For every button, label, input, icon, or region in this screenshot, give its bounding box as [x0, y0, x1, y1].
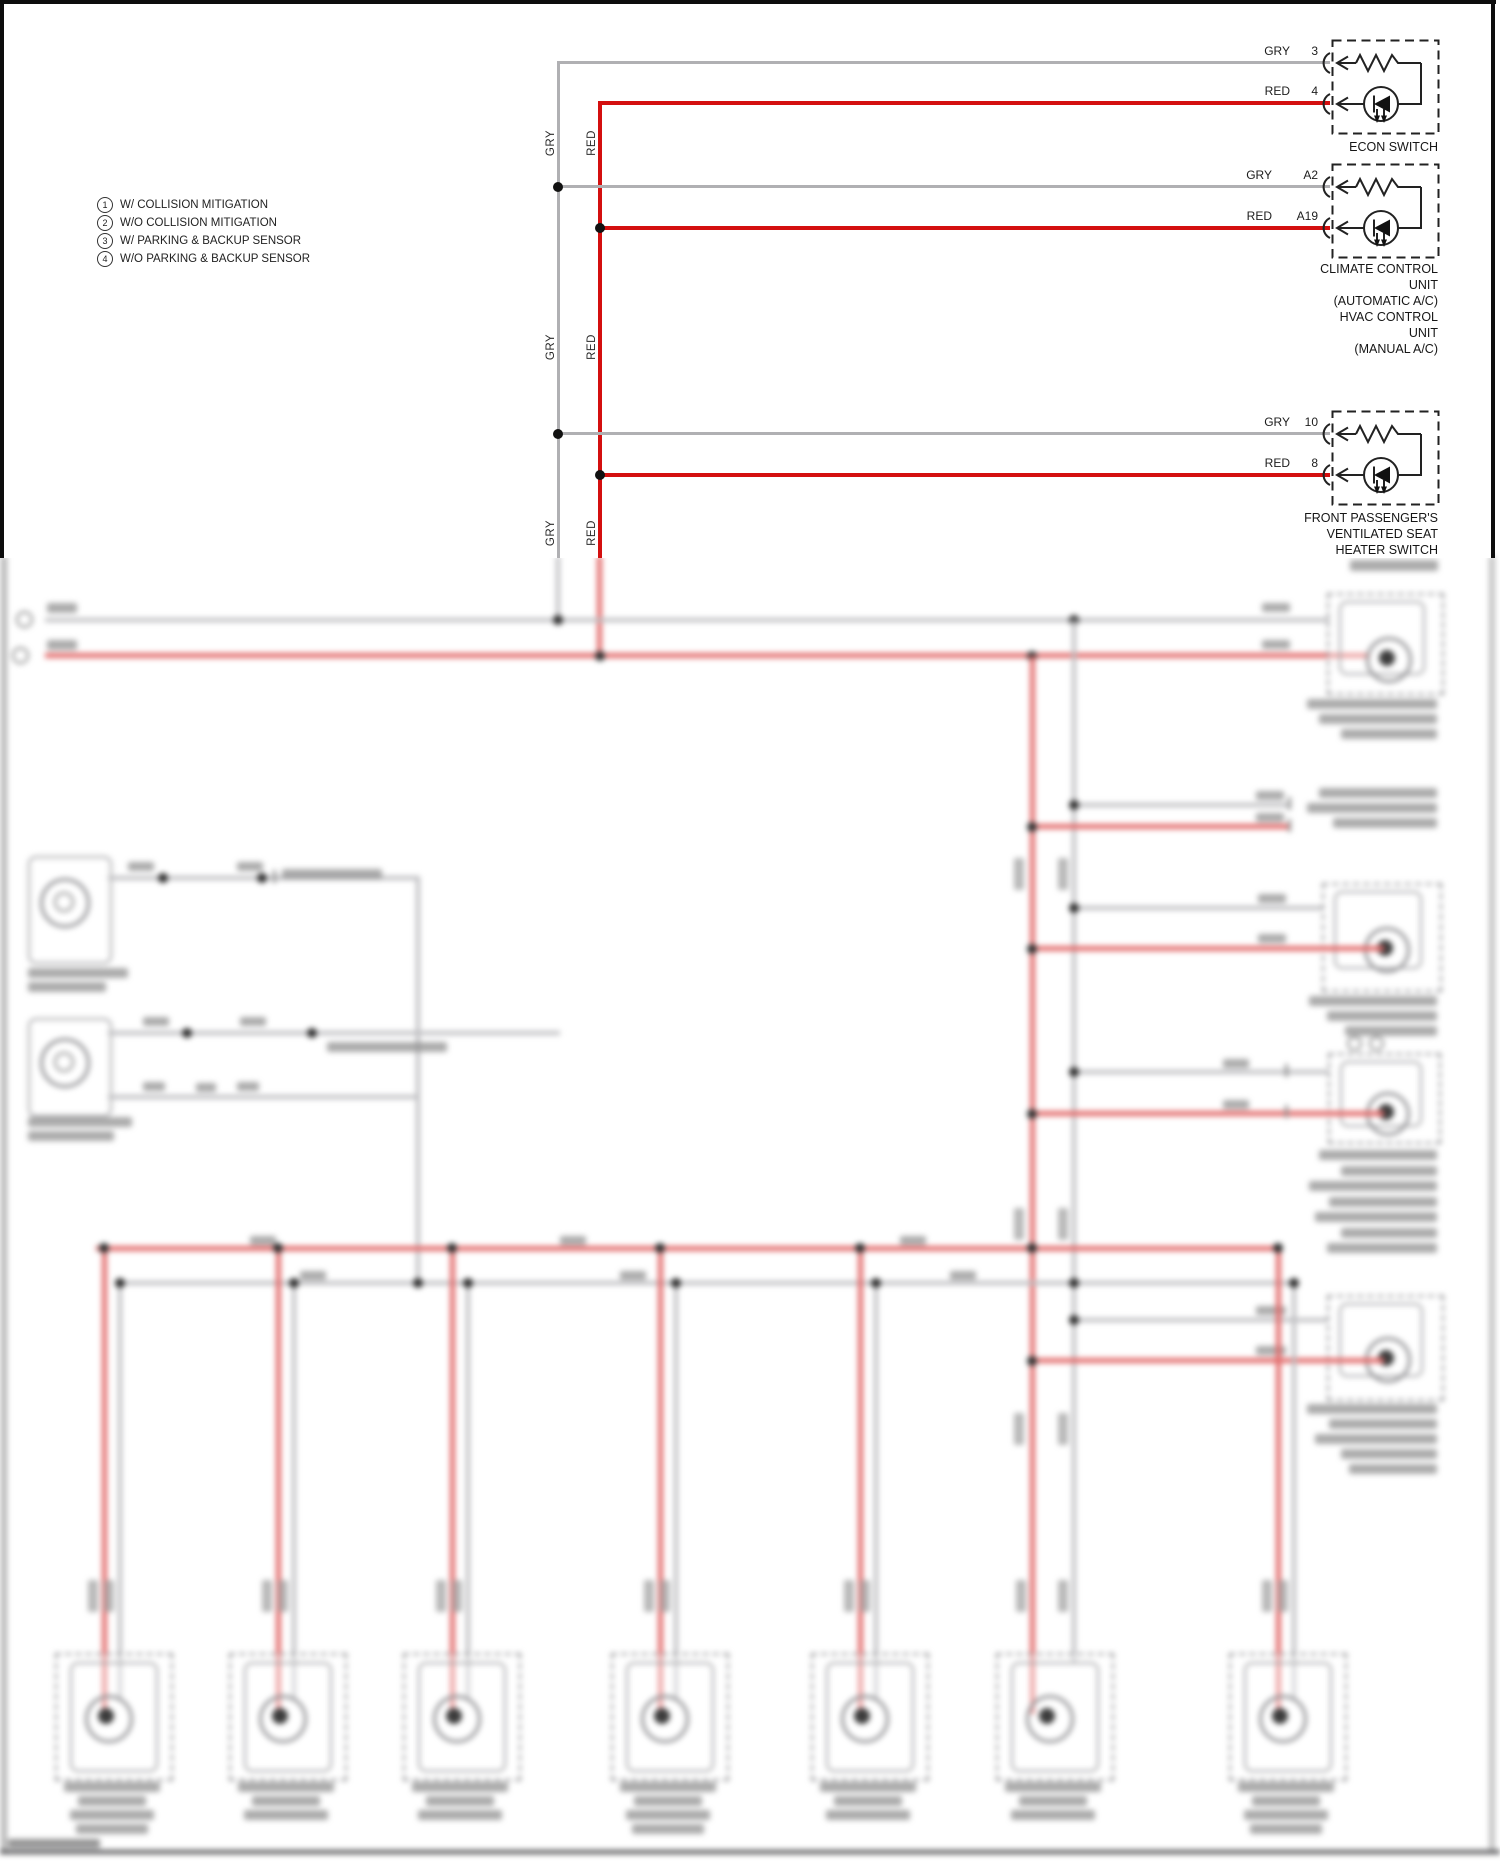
junction-dot — [595, 651, 605, 661]
blurred-vertical-wire-label — [1262, 1580, 1272, 1612]
junction-dot — [1069, 1315, 1079, 1325]
junction-dot — [1027, 1356, 1037, 1366]
blurred-component-core — [1379, 650, 1395, 666]
junction-dot — [99, 1243, 109, 1253]
blurred-wire-label — [47, 640, 77, 650]
blurred-vertical-wire-label — [860, 1580, 870, 1612]
pin-number: 10 — [1304, 415, 1318, 429]
junction-dot — [1069, 1067, 1079, 1077]
blurred-component-text-line — [1307, 699, 1437, 709]
legend-number-icon: 3 — [97, 233, 113, 249]
legend-number-icon: 2 — [97, 215, 113, 231]
blurred-vertical-wire-label — [262, 1580, 272, 1612]
blurred-component-text-line — [1011, 1810, 1095, 1820]
blurred-component-text-line — [1341, 1166, 1437, 1176]
blurred-connector-tick — [1285, 1064, 1288, 1077]
blurred-wire — [1074, 1318, 1327, 1322]
blurred-component-inner — [54, 892, 74, 912]
blurred-component-text-line — [1327, 1243, 1437, 1253]
component-name-line: (MANUAL A/C) — [1354, 342, 1438, 356]
blurred-component-text-line — [626, 1810, 710, 1820]
junction-dot — [595, 223, 605, 233]
wire-color-label: RED — [586, 130, 598, 156]
blurred-bus-wire-label — [900, 1236, 926, 1245]
junction-dot — [447, 1243, 457, 1253]
legend-label: W/O PARKING & BACKUP SENSOR — [120, 253, 311, 265]
blurred-wire-label — [1262, 603, 1290, 612]
blurred-destination-text — [282, 869, 382, 879]
blurred-wire — [1074, 1070, 1328, 1074]
blurred-vertical-wire-label — [278, 1580, 288, 1612]
pin-number: 8 — [1311, 456, 1318, 470]
blurred-wire — [1032, 1358, 1384, 1363]
blurred-red-drop-wire — [1276, 1246, 1281, 1716]
red-wire-econ — [598, 101, 1330, 105]
gry-wire-passenger — [557, 432, 1330, 435]
component-name-line: FRONT PASSENGER'S — [1304, 511, 1438, 525]
component-name-climate — [1208, 261, 1438, 357]
pin-number: 3 — [1311, 44, 1318, 58]
blurred-red-bus — [45, 653, 1370, 658]
blurred-vertical-wire-label — [1058, 858, 1068, 890]
blurred-vertical-wire-label — [104, 1580, 114, 1612]
junction-dot — [1027, 944, 1037, 954]
blurred-vertical-wire-label — [1014, 1413, 1024, 1445]
blurred-component-title — [1350, 560, 1438, 571]
blurred-wire-label — [1258, 934, 1286, 943]
blurred-gry-drop-wire — [874, 1281, 878, 1700]
blurred-bottom-border — [0, 1850, 1500, 1854]
blurred-component-text-line — [1244, 1810, 1328, 1820]
legend-number-icon: 4 — [97, 251, 113, 267]
blurred-wire — [108, 1031, 560, 1035]
blurred-gry-drop-wire — [674, 1281, 678, 1700]
blurred-vertical-wire-label — [452, 1580, 462, 1612]
blurred-red-drop-wire — [858, 1246, 863, 1716]
blurred-wire-label — [196, 1083, 216, 1092]
blurred-component-text-line — [64, 1782, 160, 1792]
blurred-component-text-line — [1005, 1782, 1101, 1792]
blurred-wire-label — [128, 862, 154, 871]
blurred-vertical-wire-label — [660, 1580, 670, 1612]
blurred-connector-number — [16, 611, 33, 628]
blurred-component-text-line — [1307, 803, 1437, 813]
junction-dot — [257, 873, 267, 883]
junction-dot — [1027, 822, 1037, 832]
blurred-component-text-line — [1309, 1181, 1437, 1191]
blurred-gry-drop-wire — [292, 1281, 296, 1700]
blurred-vertical-wire-label — [1058, 1580, 1068, 1612]
blurred-connector-number — [1369, 1036, 1384, 1051]
blurred-component-text-line — [1329, 1419, 1437, 1429]
blurred-component-text-line — [426, 1796, 494, 1806]
blurred-component-text-line — [834, 1796, 902, 1806]
component-name-line: UNIT — [1408, 278, 1438, 292]
page-border-right — [1491, 0, 1495, 558]
junction-dot — [1069, 903, 1079, 913]
legend-item-4 — [97, 251, 310, 267]
blurred-red-drop-wire — [276, 1246, 281, 1716]
component-name-line: (AUTOMATIC A/C) — [1333, 294, 1438, 308]
blurred-component-text-line — [1341, 1228, 1437, 1238]
junction-dot — [855, 1243, 865, 1253]
blurred-component-text-line — [1329, 1197, 1437, 1207]
junction-dot — [273, 1243, 283, 1253]
blurred-connector-number — [12, 647, 29, 664]
blurred-gry-wire — [556, 556, 560, 622]
blurred-gry-vertical — [1072, 620, 1076, 1662]
legend-label: W/O COLLISION MITIGATION — [120, 217, 277, 229]
pin-wire-label: RED — [1246, 209, 1272, 223]
blurred-red-drop-wire — [450, 1246, 455, 1716]
pin-wire-label: GRY — [1264, 415, 1290, 429]
blurred-component-text-line — [1315, 1434, 1437, 1444]
blurred-vertical-wire-label — [436, 1580, 446, 1612]
pin-wire-label: GRY — [1264, 44, 1290, 58]
blurred-component-text-line — [1252, 1796, 1320, 1806]
blurred-wire — [1032, 824, 1290, 829]
component-name-line: ECON SWITCH — [1349, 140, 1438, 154]
blurred-wire-label — [47, 603, 77, 613]
blurred-component-text-line — [1250, 1824, 1322, 1834]
blurred-connector-tick — [1288, 819, 1291, 832]
junction-dot — [158, 873, 168, 883]
blurred-vertical-wire-label — [1014, 1208, 1024, 1240]
blurred-component-core — [272, 1708, 288, 1724]
legend-item-3 — [97, 233, 301, 249]
blurred-connector-tick — [1285, 1105, 1288, 1118]
blurred-component-text-line — [632, 1824, 704, 1834]
blurred-wire-label — [1256, 1306, 1286, 1315]
component-name-line: CLIMATE CONTROL — [1320, 262, 1438, 276]
junction-dot — [182, 1028, 192, 1038]
blurred-gry-drop-wire — [1292, 1281, 1296, 1700]
blurred-component-text-line — [1019, 1796, 1087, 1806]
blurred-component-text-line — [1238, 1782, 1334, 1792]
blurred-connector-tick — [1288, 797, 1291, 810]
blurred-gry-drop-wire — [118, 1281, 122, 1700]
junction-dot — [1273, 1243, 1283, 1253]
blurred-wire — [108, 1095, 418, 1099]
blurred-wire — [1074, 906, 1322, 910]
blurred-footer-text — [8, 1839, 100, 1848]
red-wire-climate — [598, 226, 1330, 230]
blurred-component-text-line — [28, 968, 128, 978]
blurred-bus-wire-label — [560, 1236, 586, 1245]
component-name-line: VENTILATED SEAT — [1326, 527, 1438, 541]
blurred-component-core — [854, 1708, 870, 1724]
blurred-wire-label — [1256, 791, 1284, 800]
junction-dot — [289, 1278, 299, 1288]
blurred-gry-drop-wire — [466, 1281, 470, 1700]
blurred-vertical-wire-label — [88, 1580, 98, 1612]
wire-color-label: GRY — [545, 519, 557, 547]
legend-label: W/ COLLISION MITIGATION — [120, 199, 269, 211]
red-wire-passenger — [598, 473, 1330, 477]
blurred-gry-bus — [45, 618, 1330, 622]
junction-dot — [871, 1278, 881, 1288]
junction-dot — [115, 1278, 125, 1288]
junction-dot — [553, 615, 563, 625]
junction-dot — [1289, 1278, 1299, 1288]
pin-wire-label: RED — [1264, 84, 1290, 98]
component-name-line: HVAC CONTROL — [1339, 310, 1438, 324]
blurred-component-text-line — [1319, 714, 1437, 724]
blurred-red-drop-wire — [102, 1246, 107, 1716]
component-name-line: UNIT — [1408, 326, 1438, 340]
blurred-wire-label — [237, 1082, 259, 1091]
blurred-wire — [1032, 946, 1384, 951]
blurred-component-text-line — [634, 1796, 702, 1806]
blurred-component-text-line — [28, 1117, 132, 1127]
gry-wire-climate — [557, 185, 1330, 188]
climate-control-switch-symbol — [1320, 163, 1440, 259]
legend-number-icon: 1 — [97, 197, 113, 213]
legend-item-2 — [97, 215, 277, 231]
blurred-component-text-line — [418, 1810, 502, 1820]
blurred-red-wire — [597, 556, 602, 658]
blurred-component-text-line — [1341, 1449, 1437, 1459]
legend-label: W/ PARKING & BACKUP SENSOR — [120, 235, 302, 247]
blurred-component-core — [1039, 1708, 1055, 1724]
blurred-component-text-line — [820, 1782, 916, 1792]
wire-color-label: GRY — [545, 129, 557, 157]
blurred-component-text-line — [238, 1782, 334, 1792]
blurred-component-text-line — [244, 1810, 328, 1820]
blurred-wire — [1032, 1111, 1384, 1116]
blurred-component-text-line — [1307, 1404, 1437, 1414]
blurred-red-drop-wire — [658, 1246, 663, 1716]
blurred-component-text-line — [28, 1131, 114, 1141]
pin-wire-label: RED — [1264, 456, 1290, 470]
junction-dot — [671, 1278, 681, 1288]
econ-switch-symbol — [1320, 39, 1440, 135]
blurred-vertical-wire-label — [1058, 1413, 1068, 1445]
blurred-component-text-line — [412, 1782, 508, 1792]
blurred-vertical-wire-label — [1058, 1208, 1068, 1240]
junction-dot — [553, 429, 563, 439]
junction-dot — [413, 1278, 423, 1288]
junction-dot — [463, 1278, 473, 1288]
blurred-component-text-line — [252, 1796, 320, 1806]
blurred-bus-wire-label — [300, 1271, 326, 1280]
blurred-wire-label — [143, 1017, 169, 1026]
blurred-component-text-line — [1345, 1026, 1437, 1036]
blurred-vertical-wire-label — [1016, 1580, 1026, 1612]
blurred-bus-wire-label — [250, 1236, 276, 1245]
junction-dot — [1027, 1109, 1037, 1119]
junction-dot — [595, 470, 605, 480]
blurred-component-text-line — [620, 1782, 716, 1792]
pin-wire-label: GRY — [1246, 168, 1272, 182]
component-name-line: HEATER SWITCH — [1335, 543, 1438, 557]
junction-dot — [655, 1243, 665, 1253]
junction-dot — [553, 182, 563, 192]
blurred-vertical-wire-label — [644, 1580, 654, 1612]
blurred-component-text-line — [78, 1796, 146, 1806]
blurred-component-text-line — [1319, 788, 1437, 798]
blurred-bus-wire-label — [950, 1271, 976, 1280]
blurred-component-text-line — [1333, 818, 1437, 828]
component-name-passenger — [1208, 510, 1438, 558]
blurred-wire-label — [143, 1082, 165, 1091]
blurred-vertical-wire-label — [1014, 858, 1024, 890]
blurred-component-text-line — [1309, 996, 1437, 1006]
blurred-component-core — [98, 1708, 114, 1724]
blurred-component-text-line — [1315, 1212, 1437, 1222]
wire-color-label: GRY — [545, 333, 557, 361]
blurred-wire-label — [1262, 640, 1290, 649]
blurred-wire-label — [1256, 1346, 1286, 1355]
blurred-component-text-line — [1319, 1150, 1437, 1160]
junction-dot — [307, 1028, 317, 1038]
blurred-component-text-line — [28, 982, 106, 992]
blurred-wire-label — [1223, 1059, 1249, 1068]
blurred-wire-label — [237, 862, 263, 871]
junction-dot — [1069, 1278, 1079, 1288]
blurred-destination-text — [327, 1042, 447, 1052]
blurred-wire — [1074, 803, 1290, 807]
pin-number: 4 — [1311, 84, 1318, 98]
pin-number: A19 — [1296, 209, 1318, 223]
blurred-component-text-line — [1341, 729, 1437, 739]
legend-item-1 — [97, 197, 268, 213]
blurred-component-inner — [54, 1052, 74, 1072]
junction-dot — [1069, 800, 1079, 810]
blurred-connector-tick — [273, 870, 276, 883]
blurred-wire-label — [1256, 813, 1284, 822]
blurred-component-core — [446, 1708, 462, 1724]
blurred-component-text-line — [76, 1824, 148, 1834]
blurred-component-text-line — [826, 1810, 910, 1820]
blurred-gry-vertical-left — [416, 876, 420, 1287]
blurred-connector-number — [1347, 1036, 1362, 1051]
blurred-component-text-line — [1327, 1011, 1437, 1021]
component-name-econ — [1208, 139, 1438, 155]
blurred-left-border — [1, 556, 7, 1853]
wire-color-label: RED — [586, 334, 598, 360]
blurred-component-text-line — [1349, 1464, 1437, 1474]
blurred-vertical-wire-label — [844, 1580, 854, 1612]
blurred-right-border — [1489, 556, 1495, 1853]
blurred-vertical-wire-label — [1278, 1580, 1288, 1612]
blurred-component-core — [1272, 1708, 1288, 1724]
blurred-bus-wire-label — [620, 1271, 646, 1280]
junction-dot — [1027, 1243, 1037, 1253]
pin-number: A2 — [1303, 168, 1318, 182]
gry-wire-econ — [557, 61, 1330, 64]
blurred-wire-label — [1258, 894, 1286, 903]
blurred-wire-label — [240, 1017, 266, 1026]
passenger-seat-heater-switch-symbol — [1320, 410, 1440, 506]
blurred-red-vertical — [1030, 656, 1035, 1714]
blurred-component-core — [654, 1708, 670, 1724]
blurred-component-text-line — [70, 1810, 154, 1820]
wire-color-label: RED — [586, 520, 598, 546]
blurred-wire-label — [1223, 1100, 1249, 1109]
